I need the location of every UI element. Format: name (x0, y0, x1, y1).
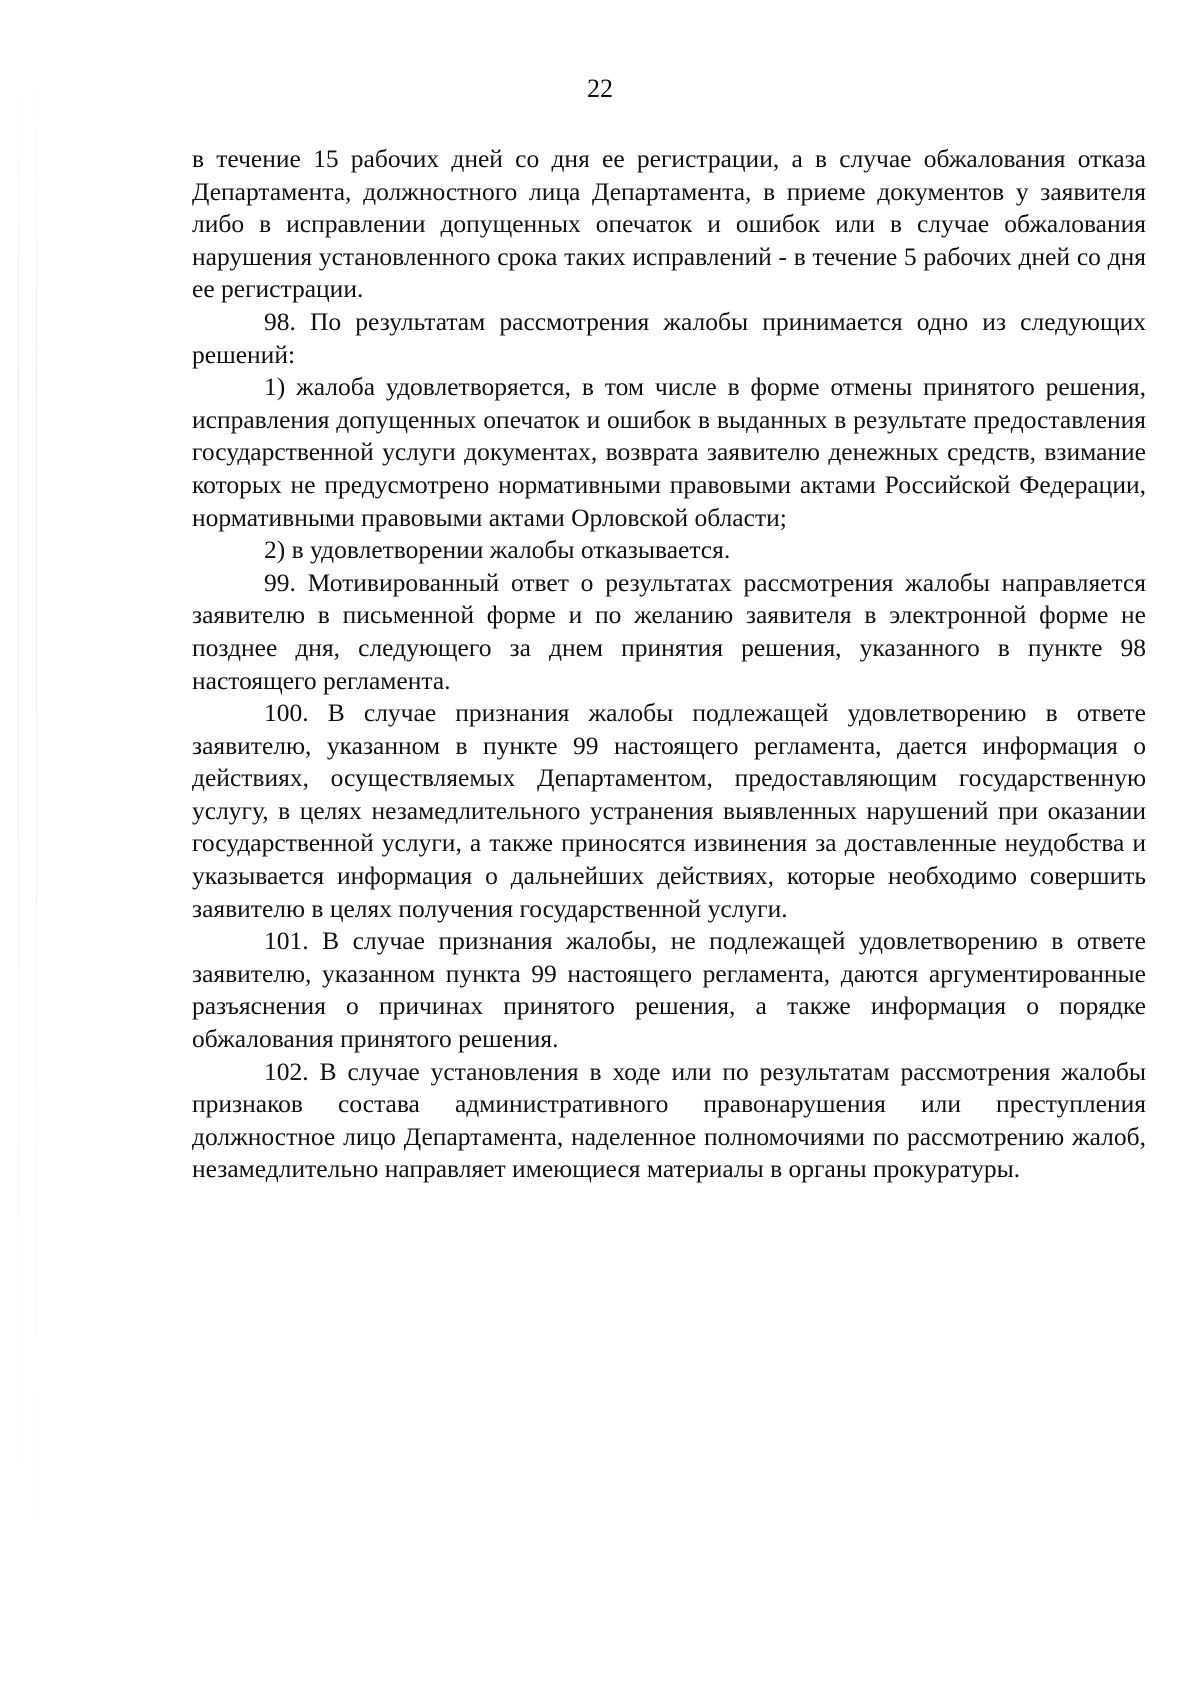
page-number: 22 (587, 74, 613, 103)
paragraph-101: 101. В случае признания жалобы, не подлежащей удовлетворению в ответе заявителю, указанном пункта 99 настоящего регламента, даются аргументированные разъяснения о причинах принятого решения, а также информация о порядке обжалования принятого решения. (192, 926, 1146, 1054)
document-body (192, 143, 1146, 1186)
paragraph-98-item-2: 2) в удовлетворении жалобы отказывается. (264, 535, 731, 565)
paragraph-100: 100. В случае признания жалобы подлежащей удовлетворению в ответе заявителю, указанном в пункте 99 настоящего регламента, дается информация о действиях, осуществляемых Департаментом, предоставляющим государственную услугу, в целях незамедлительного устранения выявленных нарушений при оказании государственной услуги, а также приносятся извинения за доставленные неудобства и указывается информация о дальнейших действиях, которые необходимо совершить заявителю в целях получения государственной услуги. (192, 698, 1146, 923)
paragraph-98-item-1: 1) жалоба удовлетворяется, в том числе в форме отмены принятого решения, исправления допущенных опечаток и ошибок в выданных в результате предоставления государственной услуги документах, возврата заявителю денежных средств, взимание которых не предусмотрено нормативными правовыми актами Российской Федерации, нормативными правовыми актами Орловской области; (192, 372, 1146, 532)
paragraph-98: 98. По результатам рассмотрения жалобы принимается одно из следующих решений: (192, 306, 1146, 369)
scan-edge-left (18, 60, 19, 1620)
paragraph-102: 102. В случае установления в ходе или по результатам рассмотрения жалобы признаков состава административного правонарушения или преступления должностное лицо Департамента, наделенное полномочиями по рассмотрению жалоб, незамедлительно направляет имеющиеся материалы в органы прокуратуры. (192, 1056, 1146, 1184)
paragraph-99: 99. Мотивированный ответ о результатах рассмотрения жалобы направляется заявителю в письменной форме и по желанию заявителя в электронной форме не позднее дня, следующего за днем принятия решения, указанного в пункте 98 настоящего регламента. (192, 567, 1146, 695)
scan-edge-inner (36, 60, 37, 1620)
paragraph-continuation: в течение 15 рабочих дней со дня ее регистрации, а в случае обжалования отказа Департамента, должностного лица Департамента, в приеме документов у заявителя либо в исправлении допущенных опечаток и ошибок или в случае обжалования нарушения установленного срока таких исправлений - в течение 5 рабочих дней со дня ее регистрации. (192, 144, 1146, 304)
